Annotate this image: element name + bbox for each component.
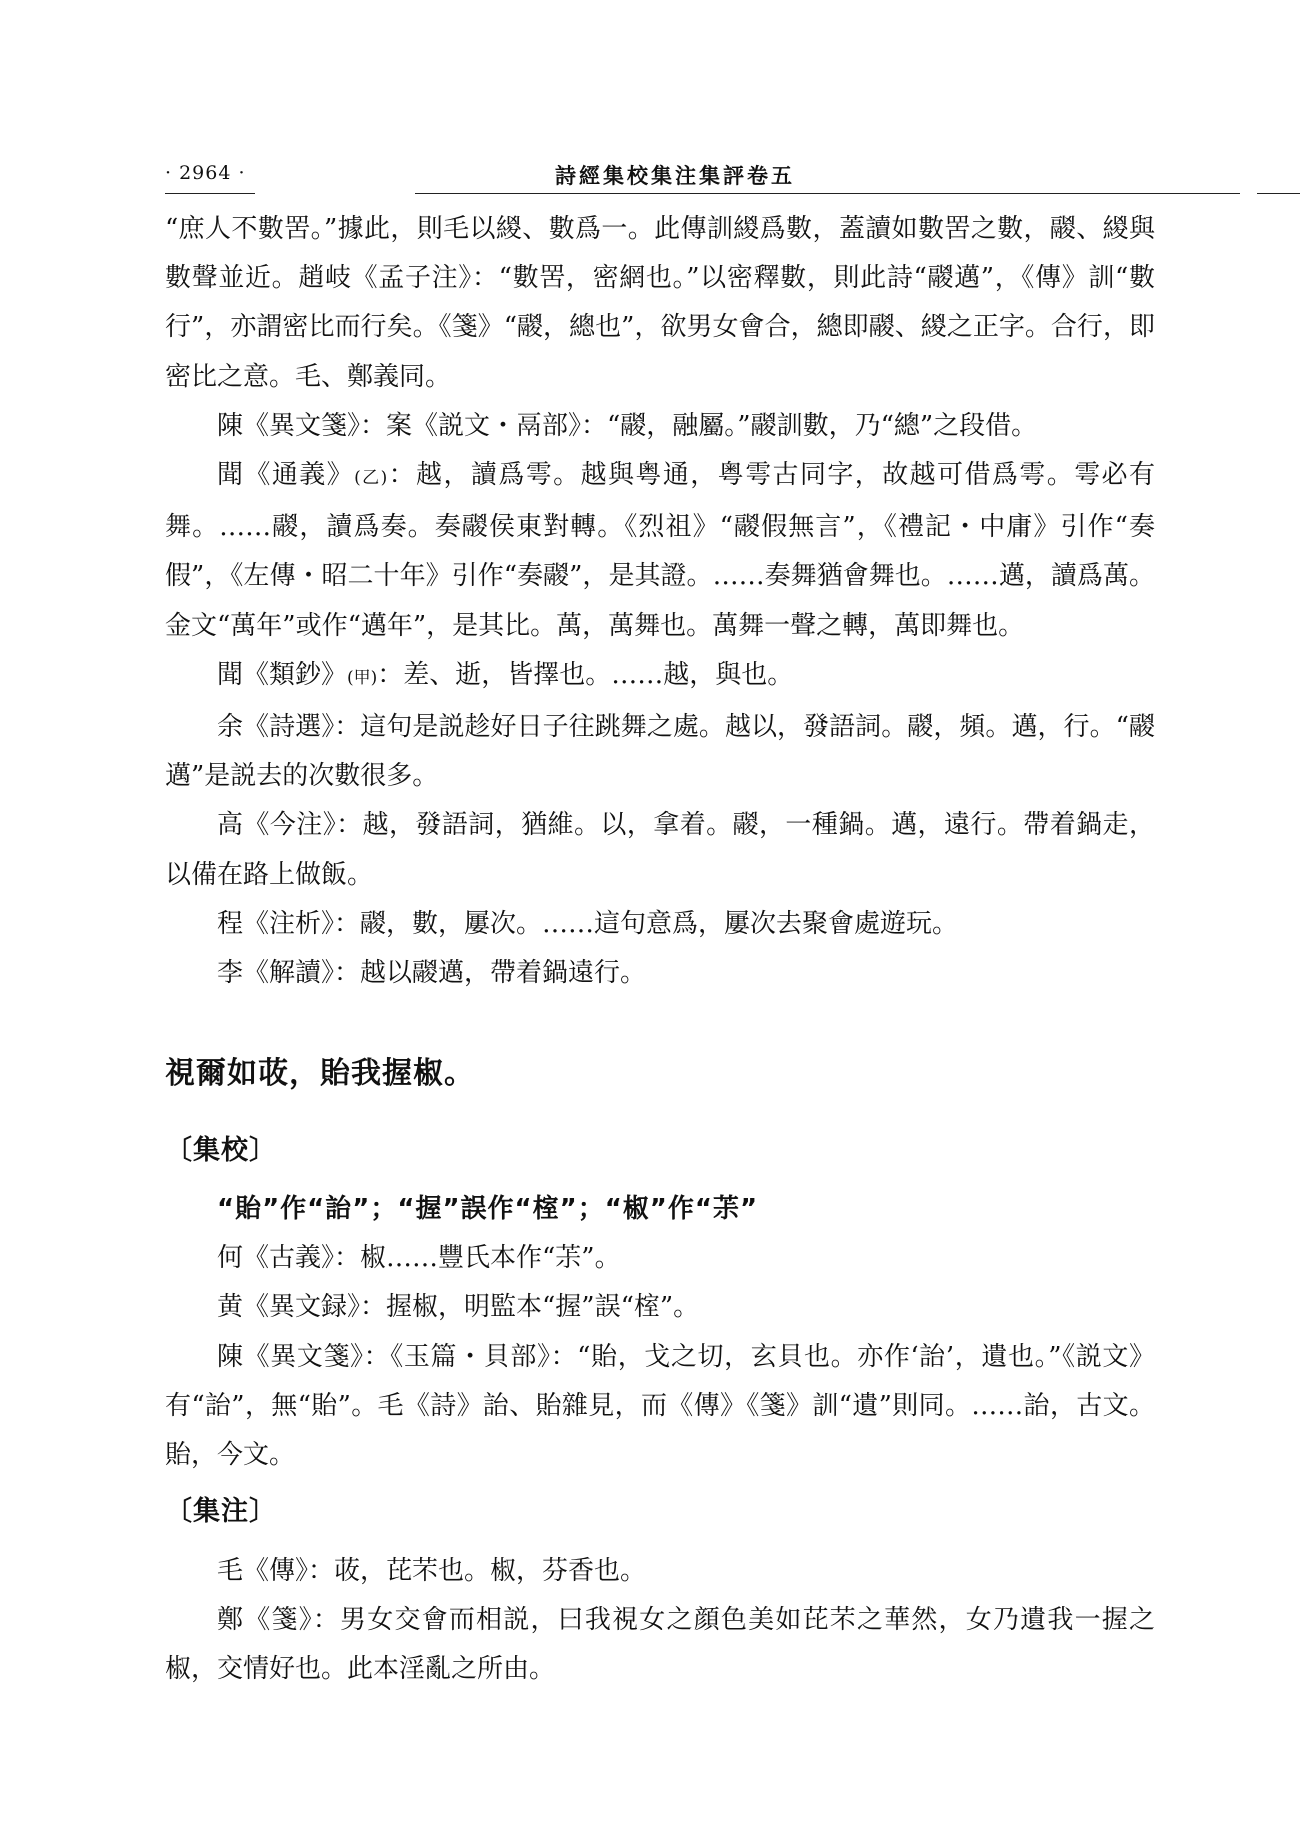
paragraph: 陳《異文箋》：《玉篇・貝部》：“貽，戈之切，玄貝也。亦作‘詒’，遺也。”《説文》有“詒”，無“貽”。毛《詩》詒、貽雜見，而《傳》《箋》訓“遺”則同。……詒，古文。貽，今文。 xyxy=(165,1341,1155,1471)
paragraph: 陳《異文箋》：案《説文・鬲部》：“鬷，融屬。”鬷訓數，乃“總”之段借。 xyxy=(217,410,1038,441)
paragraph: 黄《異文録》：握椒，明監本“握”誤“榁”。 xyxy=(217,1292,700,1323)
verse-heading: 視爾如荍，貽我握椒。 xyxy=(165,1056,475,1091)
paragraph: 毛《傳》：荍，芘芣也。椒，芬香也。 xyxy=(217,1556,647,1586)
header-rule xyxy=(165,193,255,194)
paragraph: 鄭《箋》：男女交會而相説，曰我視女之顔色美如芘芣之華然，女乃遺我一握之椒，交情好也。此本淫亂之所由。 xyxy=(165,1605,1155,1685)
paragraph: 聞《通義》(乙)：越，讀爲雩。越與粤通，粤雩古同字，故越可借爲雩。雩必有舞。……鬷，讀爲奏。奏鬷侯東對轉。《烈祖》“鬷假無言”，《禮記・中庸》引作“奏假”，《左傳・昭二十年》引作“奏鬷”，是其證。……奏舞猶會舞也。……邁，讀爲萬。金文“萬年”或作“邁年”，是其比。萬，萬舞也。萬舞一聲之轉，萬即舞也。 xyxy=(165,460,1155,641)
header-rule xyxy=(415,193,1240,194)
paragraph: 何《古義》：椒……豐氏本作“茮”。 xyxy=(217,1243,621,1274)
commentary-body xyxy=(165,205,1155,998)
paragraph: 高《今注》：越，發語詞，猶維。以，拿着。鬷，一種鍋。邁，遠行。帶着鍋走，以備在路上做飯。 xyxy=(165,810,1155,890)
section-title-jizhu: 〔集注〕 xyxy=(165,1496,277,1527)
section-jizhu xyxy=(165,1547,1155,1695)
page-header xyxy=(165,162,1155,192)
paragraph: 聞《類鈔》(甲)：差、逝，皆擇也。……越，與也。 xyxy=(217,659,794,690)
paragraph: “庶人不數罟。”據此，則毛以緵、數爲一。此傳訓緵爲數，蓋讀如數罟之數，鬷、緵與數聲並近。趙岐《孟子注》：“數罟，密網也。”以密釋數，則此詩“鬷邁”，《傳》訓“數行”，亦謂密比而行矣。《箋》“鬷，總也”，欲男女會合，總即鬷、緵之正字。合行，即密比之意。毛、鄭義同。 xyxy=(165,214,1155,392)
collation-summary: “貽”作“詒”；“握”誤作“榁”；“椒”作“茮” xyxy=(217,1194,759,1224)
page-number: · 2964 · xyxy=(165,162,246,184)
running-title: 詩經集校集注集評卷五 xyxy=(555,163,795,188)
paragraph: 余《詩選》：這句是説趁好日子往跳舞之處。越以，發語詞。鬷，頻。邁，行。“鬷邁”是説去的次數很多。 xyxy=(165,712,1155,792)
paragraph: 李《解讀》：越以鬷邁，帶着鍋遠行。 xyxy=(217,958,647,989)
section-jiaoxiao xyxy=(165,1185,1155,1480)
header-rule xyxy=(1257,193,1300,194)
paragraph: 程《注析》：鬷，數，屢次。……這句意爲，屢次去聚會處遊玩。 xyxy=(217,908,959,939)
section-title-jiaoxiao: 〔集校〕 xyxy=(165,1135,277,1166)
